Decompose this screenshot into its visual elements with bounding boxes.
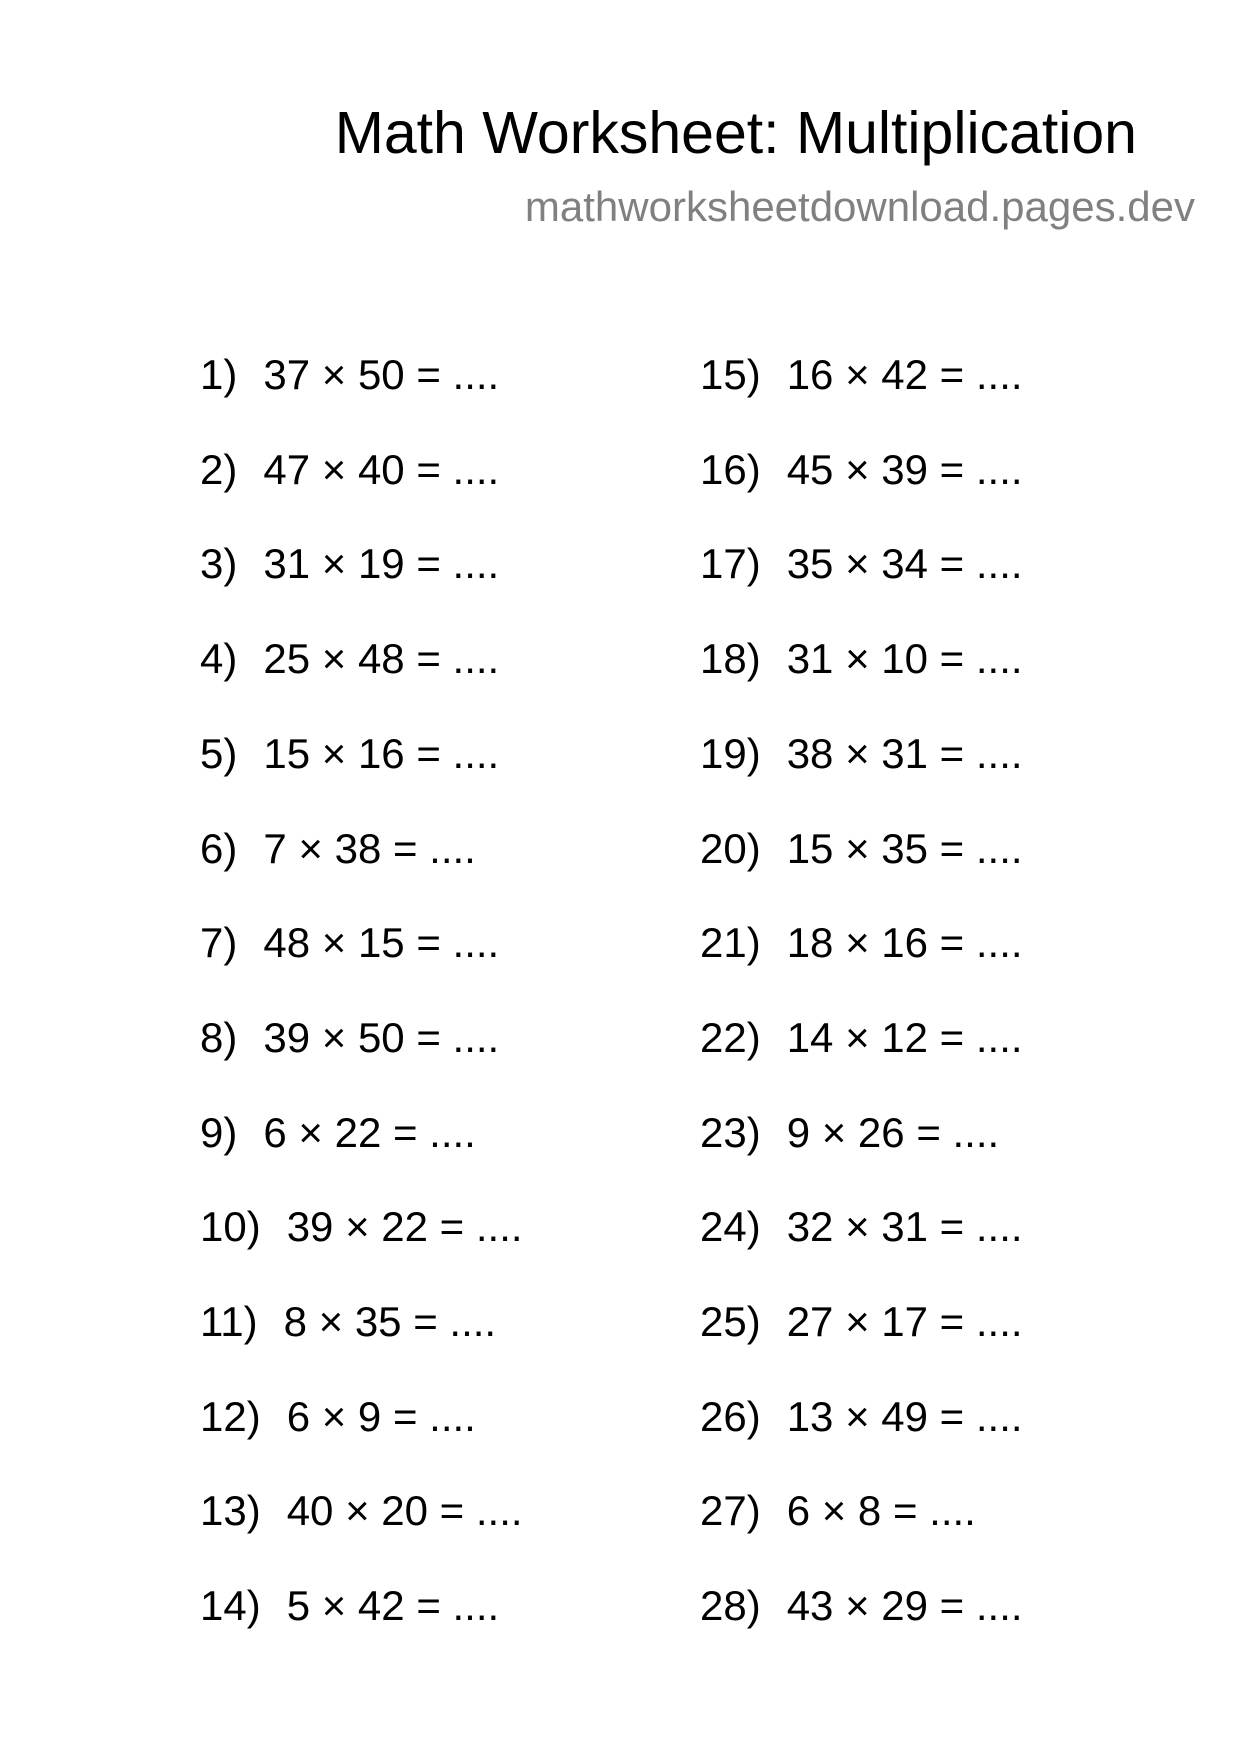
problem-expression: 5 × 42 = .... [286, 1582, 500, 1630]
problem-item [700, 1392, 1023, 1442]
problem-expression: 18 × 16 = .... [786, 919, 1023, 967]
problem-expression: 8 × 35 = .... [283, 1298, 497, 1345]
problem-item [700, 1202, 1023, 1252]
problem-item [200, 918, 499, 968]
problem-expression: 39 × 50 = .... [263, 1013, 500, 1061]
problem-number: 26) [700, 1392, 761, 1440]
problem-item [700, 824, 1023, 874]
problem-item [200, 1392, 476, 1442]
problem-number: 16) [700, 445, 761, 493]
problem-number: 28) [700, 1582, 761, 1630]
problem-expression: 47 × 40 = .... [263, 445, 500, 493]
problem-number: 1) [200, 351, 238, 398]
problem-item [700, 445, 1023, 495]
problem-item [200, 539, 499, 589]
problem-expression: 6 × 8 = .... [786, 1487, 976, 1535]
problem-item [200, 1486, 523, 1536]
problem-expression: 15 × 35 = .... [786, 824, 1023, 872]
problem-item [700, 1297, 1023, 1347]
problem-expression: 25 × 48 = .... [263, 635, 500, 683]
problem-expression: 35 × 34 = .... [786, 540, 1023, 588]
problem-number: 20) [700, 824, 761, 872]
problem-expression: 13 × 49 = .... [786, 1392, 1023, 1440]
problem-number: 13) [200, 1487, 261, 1535]
problem-number: 19) [700, 729, 761, 777]
problem-expression: 9 × 26 = .... [786, 1108, 1000, 1156]
problem-number: 21) [700, 919, 761, 967]
problem-number: 17) [700, 540, 761, 588]
problem-item [200, 1202, 523, 1252]
problem-number: 22) [700, 1013, 761, 1061]
problem-number: 24) [700, 1203, 761, 1251]
problem-item [700, 1581, 1023, 1631]
problem-number: 25) [700, 1298, 761, 1345]
problem-item [200, 445, 499, 495]
problem-number: 3) [200, 540, 238, 588]
problem-item [200, 729, 499, 779]
problem-expression: 15 × 16 = .... [263, 729, 500, 777]
problem-expression: 37 × 50 = .... [263, 351, 500, 398]
page-title: Math Worksheet: Multiplication [334, 100, 1137, 166]
problem-number: 12) [200, 1392, 261, 1440]
problem-expression: 7 × 38 = .... [263, 824, 476, 872]
problem-item [700, 729, 1023, 779]
problem-item [700, 918, 1023, 968]
problem-expression: 31 × 19 = .... [263, 540, 500, 588]
problem-item [200, 634, 499, 684]
problem-expression: 27 × 17 = .... [786, 1298, 1023, 1345]
problem-number: 9) [200, 1108, 238, 1156]
problem-number: 7) [200, 919, 238, 967]
problem-item [200, 1108, 476, 1158]
problem-expression: 43 × 29 = .... [786, 1582, 1023, 1630]
problem-number: 8) [200, 1013, 238, 1061]
problem-expression: 39 × 22 = .... [286, 1203, 523, 1251]
problem-item [700, 634, 1023, 684]
problem-expression: 45 × 39 = .... [786, 445, 1023, 493]
source-url: mathworksheetdownload.pages.dev [524, 183, 1195, 230]
problem-number: 23) [700, 1108, 761, 1156]
problem-number: 6) [200, 824, 238, 872]
problem-item [200, 824, 476, 874]
problem-number: 4) [200, 635, 238, 683]
problem-number: 14) [200, 1582, 261, 1630]
problem-item [700, 539, 1023, 589]
problem-item [200, 350, 499, 400]
problem-number: 27) [700, 1487, 761, 1535]
problem-item [700, 1486, 976, 1536]
problem-expression: 32 × 31 = .... [786, 1203, 1023, 1251]
problem-number: 15) [700, 351, 761, 398]
problem-number: 18) [700, 635, 761, 683]
problem-number: 10) [200, 1203, 261, 1251]
problem-item [200, 1297, 496, 1347]
problem-item [700, 1013, 1023, 1063]
problem-expression: 48 × 15 = .... [263, 919, 500, 967]
problem-expression: 6 × 9 = .... [286, 1392, 476, 1440]
problem-expression: 40 × 20 = .... [286, 1487, 523, 1535]
problem-expression: 31 × 10 = .... [786, 635, 1023, 683]
problem-item [200, 1013, 499, 1063]
problem-number: 11) [200, 1298, 258, 1345]
problem-number: 2) [200, 445, 238, 493]
problem-expression: 14 × 12 = .... [786, 1013, 1023, 1061]
problem-expression: 16 × 42 = .... [786, 351, 1023, 398]
problem-number: 5) [200, 729, 238, 777]
problem-item [700, 350, 1023, 400]
problem-expression: 6 × 22 = .... [263, 1108, 476, 1156]
problem-item [200, 1581, 499, 1631]
problem-expression: 38 × 31 = .... [786, 729, 1023, 777]
problem-item [700, 1108, 999, 1158]
